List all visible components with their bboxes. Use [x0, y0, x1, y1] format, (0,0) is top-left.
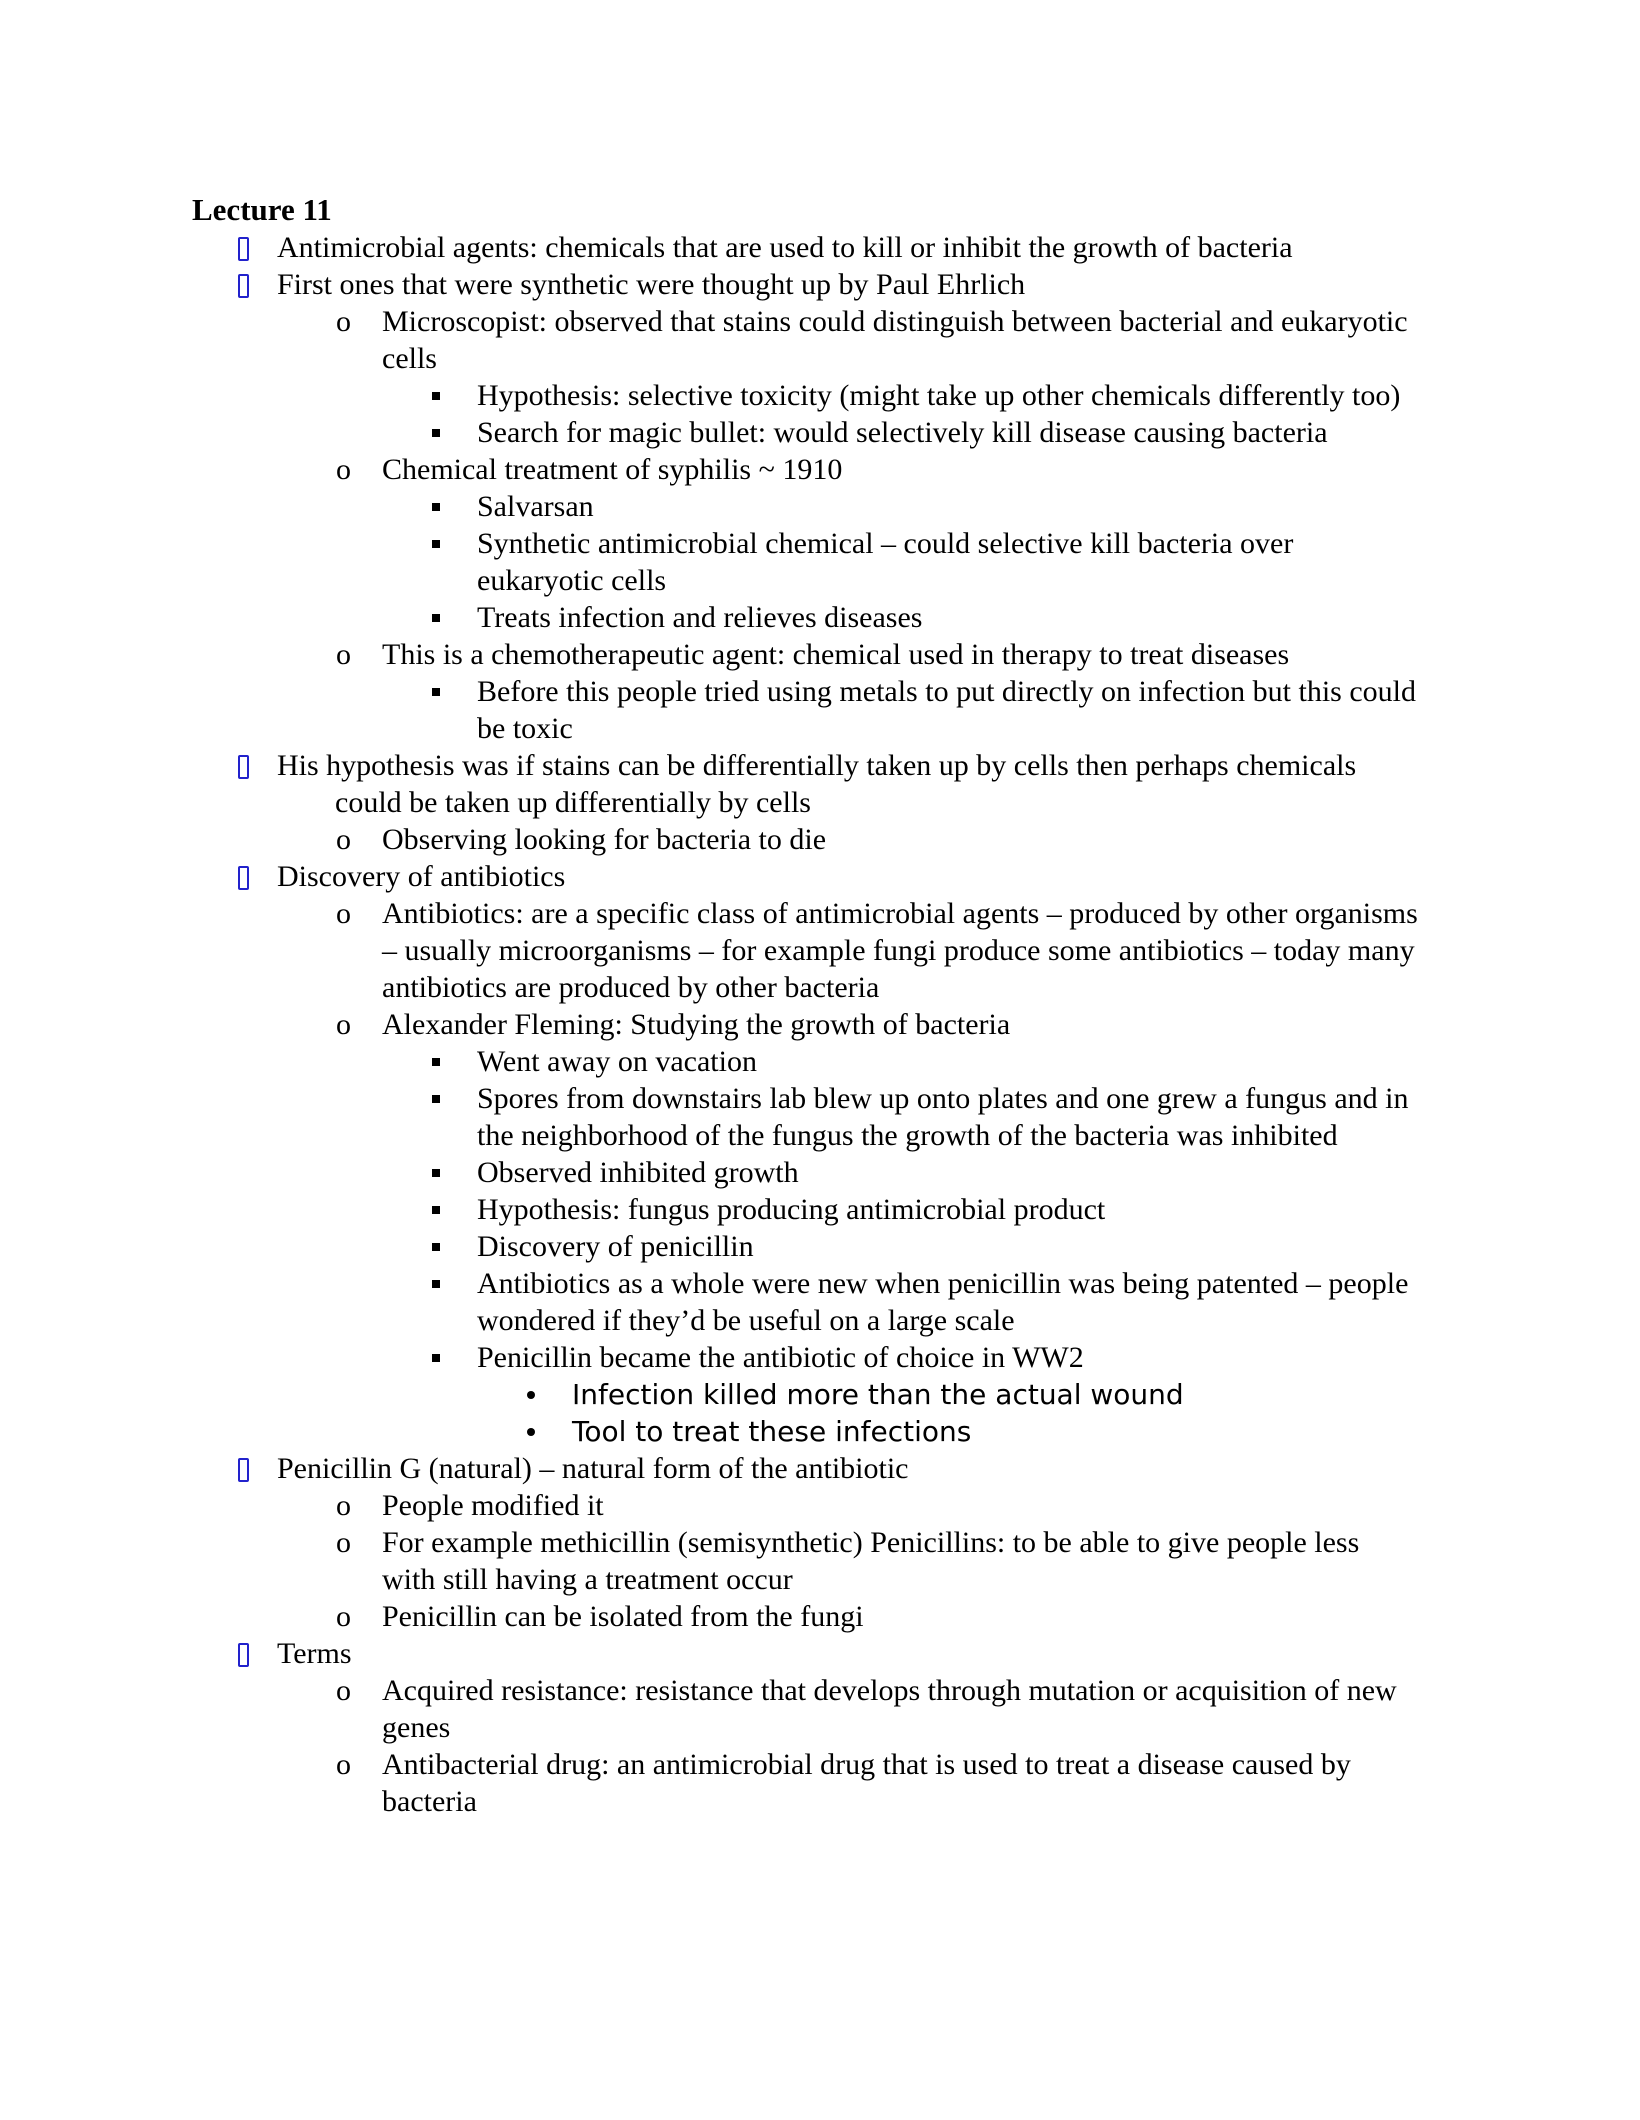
outline-item-text: Penicillin can be isolated from the fungi	[382, 1600, 864, 1633]
circle-o-bullet: o	[336, 823, 351, 856]
circle-o-bullet: o	[336, 1526, 351, 1559]
square-bullet-icon	[432, 1228, 440, 1265]
outline-item-text: Infection killed more than the actual wound	[572, 1378, 1184, 1411]
circle-o-bullet: o	[336, 1674, 351, 1707]
outline-item-level-2	[0, 303, 1640, 377]
outline-item-level-3	[0, 488, 1640, 525]
outline-item-text: Acquired resistance: resistance that develops through mutation or acquisition of new genes	[382, 1674, 1397, 1744]
square-bullet-icon	[432, 1154, 440, 1191]
outline-item-text: This is a chemotherapeutic agent: chemical used in therapy to treat diseases	[382, 638, 1290, 671]
outline-item-level-2	[0, 1487, 1640, 1524]
outline-item-text: Antimicrobial agents: chemicals that are used to kill or inhibit the growth of bacteria	[277, 231, 1293, 264]
circle-o-bullet: o	[336, 453, 351, 486]
circle-o-bullet: o	[336, 638, 351, 671]
square-bullet-icon	[432, 673, 440, 710]
square-bullet-icon	[432, 1043, 440, 1080]
outline-item-level-3	[0, 599, 1640, 636]
round-bullet-icon	[527, 1376, 535, 1413]
outline-item-level-3	[0, 414, 1640, 451]
outline-item-text: Alexander Fleming: Studying the growth of bacteria	[382, 1008, 1011, 1041]
document-title: Lecture 11	[192, 192, 332, 227]
outline-item-text: Discovery of penicillin	[477, 1230, 754, 1263]
outline-item-text: His hypothesis was if stains can be differentially taken up by cells then perhaps chemicals could be taken up differentially by cells	[277, 749, 1357, 819]
outline-item-text: Antibiotics as a whole were new when penicillin was being patented – people wondered if they’d be useful on a large scale	[477, 1267, 1409, 1337]
square-outline-icon	[238, 229, 249, 266]
outline-item-level-3	[0, 1191, 1640, 1228]
outline-item-text: Hypothesis: fungus producing antimicrobial product	[477, 1193, 1106, 1226]
outline-item-level-1	[0, 858, 1640, 895]
square-bullet-icon	[432, 1191, 440, 1228]
outline-item-level-2	[0, 451, 1640, 488]
square-outline-icon	[238, 1450, 249, 1487]
outline-item-level-3	[0, 377, 1640, 414]
outline-item-level-3	[0, 673, 1640, 747]
outline-item-text: Salvarsan	[477, 490, 594, 523]
outline-item-level-1	[0, 1450, 1640, 1487]
outline-item-level-3	[0, 1339, 1640, 1376]
outline-item-text: Treats infection and relieves diseases	[477, 601, 923, 634]
outline-item-text: Before this people tried using metals to put directly on infection but this could be toxic	[477, 675, 1416, 745]
square-bullet-icon	[432, 1339, 440, 1376]
outline-item-text: Terms	[277, 1637, 352, 1670]
outline-item-level-2	[0, 895, 1640, 1006]
outline-item-level-2	[0, 1672, 1640, 1746]
outline-item-level-2	[0, 636, 1640, 673]
square-outline-icon	[238, 858, 249, 895]
square-outline-icon	[238, 747, 249, 784]
outline-item-level-1	[0, 229, 1640, 266]
square-outline-icon	[238, 266, 249, 303]
outline-item-text: Synthetic antimicrobial chemical – could selective kill bacteria over eukaryotic cells	[477, 527, 1294, 597]
circle-o-bullet: o	[336, 897, 351, 930]
outline-item-level-1	[0, 266, 1640, 303]
outline-item-text: Discovery of antibiotics	[277, 860, 566, 893]
outline-item-level-3	[0, 525, 1640, 599]
circle-o-bullet: o	[336, 1600, 351, 1633]
outline-item-text: Went away on vacation	[477, 1045, 757, 1078]
outline-item-level-3	[0, 1265, 1640, 1339]
outline-item-text: People modified it	[382, 1489, 604, 1522]
outline-item-text: Search for magic bullet: would selectively kill disease causing bacteria	[477, 416, 1328, 449]
circle-o-bullet: o	[336, 1748, 351, 1781]
outline-item-text: Tool to treat these infections	[572, 1415, 972, 1448]
square-bullet-icon	[432, 525, 440, 562]
outline-item-level-3	[0, 1080, 1640, 1154]
outline-item-level-1	[0, 1635, 1640, 1672]
circle-o-bullet: o	[336, 305, 351, 338]
square-bullet-icon	[432, 414, 440, 451]
outline-item-text: Microscopist: observed that stains could distinguish between bacterial and eukaryotic cells	[382, 305, 1408, 375]
outline-item-text: Antibacterial drug: an antimicrobial drug that is used to treat a disease caused by bacteria	[382, 1748, 1351, 1818]
outline-item-text: Observed inhibited growth	[477, 1156, 799, 1189]
outline-item-text: Antibiotics: are a specific class of antimicrobial agents – produced by other organisms – usually microorganisms – for example fungi produce some antibiotics – today many antibiotics are produced by other bacteria	[382, 897, 1418, 1004]
outline-item-level-4	[0, 1413, 1640, 1450]
square-bullet-icon	[432, 599, 440, 636]
outline-item-text: Chemical treatment of syphilis ~ 1910	[382, 453, 843, 486]
outline-item-level-2	[0, 1746, 1640, 1820]
outline-item-level-3	[0, 1154, 1640, 1191]
outline-item-level-4	[0, 1376, 1640, 1413]
outline-item-level-2	[0, 1524, 1640, 1598]
outline-item-level-3	[0, 1228, 1640, 1265]
square-bullet-icon	[432, 488, 440, 525]
outline-item-text: Penicillin became the antibiotic of choice in WW2	[477, 1341, 1084, 1374]
outline-item-level-1	[0, 747, 1640, 821]
outline-item-level-2	[0, 1006, 1640, 1043]
square-bullet-icon	[432, 1080, 440, 1117]
round-bullet-icon	[527, 1413, 535, 1450]
outline-item-text: Observing looking for bacteria to die	[382, 823, 827, 856]
square-bullet-icon	[432, 1265, 440, 1302]
square-bullet-icon	[432, 377, 440, 414]
lecture-outline	[0, 229, 1640, 1820]
square-outline-icon	[238, 1635, 249, 1672]
outline-item-level-3	[0, 1043, 1640, 1080]
outline-item-text: Spores from downstairs lab blew up onto plates and one grew a fungus and in the neighborhood of the fungus the growth of the bacteria was inhibited	[477, 1082, 1409, 1152]
outline-item-level-2	[0, 821, 1640, 858]
outline-item-level-2	[0, 1598, 1640, 1635]
circle-o-bullet: o	[336, 1008, 351, 1041]
outline-item-text: Hypothesis: selective toxicity (might take up other chemicals differently too)	[477, 379, 1401, 412]
outline-item-text: First ones that were synthetic were thought up by Paul Ehrlich	[277, 268, 1026, 301]
outline-item-text: For example methicillin (semisynthetic) Penicillins: to be able to give people less with still having a treatment occur	[382, 1526, 1360, 1596]
outline-item-text: Penicillin G (natural) – natural form of the antibiotic	[277, 1452, 909, 1485]
circle-o-bullet: o	[336, 1489, 351, 1522]
